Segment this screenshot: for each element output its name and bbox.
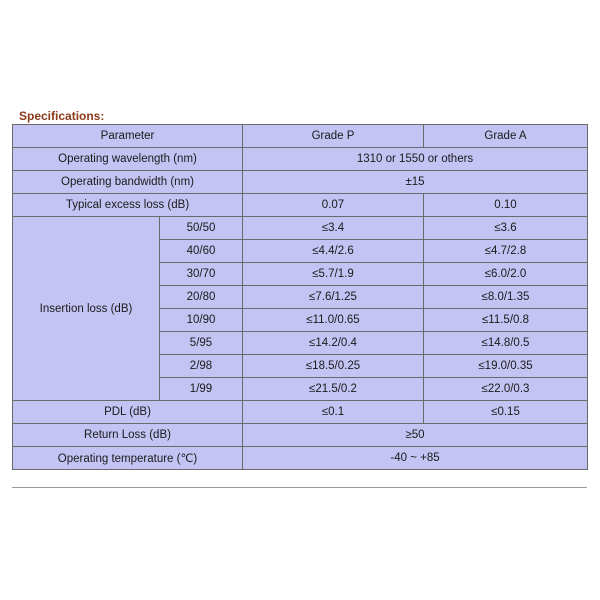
return-loss-value: ≥50 — [243, 424, 588, 447]
temperature-value: -40 ~ +85 — [243, 447, 588, 470]
row-return-loss — [13, 424, 588, 447]
row-temperature — [13, 447, 588, 470]
grade-a-cell: ≤22.0/0.3 — [424, 378, 588, 401]
row-pdl — [13, 401, 588, 424]
pdl-grade-a: ≤0.15 — [424, 401, 588, 424]
ratio-cell: 1/99 — [160, 378, 243, 401]
grade-p-cell: ≤3.4 — [243, 217, 424, 240]
bandwidth-label: Operating bandwidth (nm) — [13, 171, 243, 194]
wavelength-label: Operating wavelength (nm) — [13, 148, 243, 171]
grade-a-cell: ≤19.0/0.35 — [424, 355, 588, 378]
grade-p-cell: ≤11.0/0.65 — [243, 309, 424, 332]
grade-p-cell: ≤7.6/1.25 — [243, 286, 424, 309]
table-bottom-rule — [12, 487, 587, 488]
grade-p-cell: ≤18.5/0.25 — [243, 355, 424, 378]
ratio-cell: 5/95 — [160, 332, 243, 355]
bandwidth-value: ±15 — [243, 171, 588, 194]
temperature-label: Operating temperature (℃) — [13, 447, 243, 470]
row-wavelength — [13, 148, 588, 171]
excess-loss-grade-p: 0.07 — [243, 194, 424, 217]
header-grade-p: Grade P — [243, 125, 424, 148]
pdl-grade-p: ≤0.1 — [243, 401, 424, 424]
row-bandwidth — [13, 171, 588, 194]
grade-a-cell: ≤4.7/2.8 — [424, 240, 588, 263]
ratio-cell: 40/60 — [160, 240, 243, 263]
excess-loss-label: Typical excess loss (dB) — [13, 194, 243, 217]
row-insertion-loss-50-50 — [13, 217, 588, 240]
return-loss-label: Return Loss (dB) — [13, 424, 243, 447]
header-parameter: Parameter — [13, 125, 243, 148]
header-grade-a: Grade A — [424, 125, 588, 148]
grade-a-cell: ≤11.5/0.8 — [424, 309, 588, 332]
insertion-loss-label: Insertion loss (dB) — [13, 217, 160, 401]
ratio-cell: 50/50 — [160, 217, 243, 240]
ratio-cell: 30/70 — [160, 263, 243, 286]
excess-loss-grade-a: 0.10 — [424, 194, 588, 217]
grade-a-cell: ≤6.0/2.0 — [424, 263, 588, 286]
ratio-cell: 10/90 — [160, 309, 243, 332]
grade-p-cell: ≤5.7/1.9 — [243, 263, 424, 286]
specifications-heading: Specifications: — [19, 109, 105, 123]
grade-a-cell: ≤8.0/1.35 — [424, 286, 588, 309]
grade-a-cell: ≤3.6 — [424, 217, 588, 240]
grade-a-cell: ≤14.8/0.5 — [424, 332, 588, 355]
ratio-cell: 20/80 — [160, 286, 243, 309]
table-header-row — [13, 125, 588, 148]
ratio-cell: 2/98 — [160, 355, 243, 378]
specifications-table — [12, 124, 588, 470]
pdl-label: PDL (dB) — [13, 401, 243, 424]
grade-p-cell: ≤21.5/0.2 — [243, 378, 424, 401]
row-excess-loss — [13, 194, 588, 217]
wavelength-value: 1310 or 1550 or others — [243, 148, 588, 171]
grade-p-cell: ≤4.4/2.6 — [243, 240, 424, 263]
grade-p-cell: ≤14.2/0.4 — [243, 332, 424, 355]
